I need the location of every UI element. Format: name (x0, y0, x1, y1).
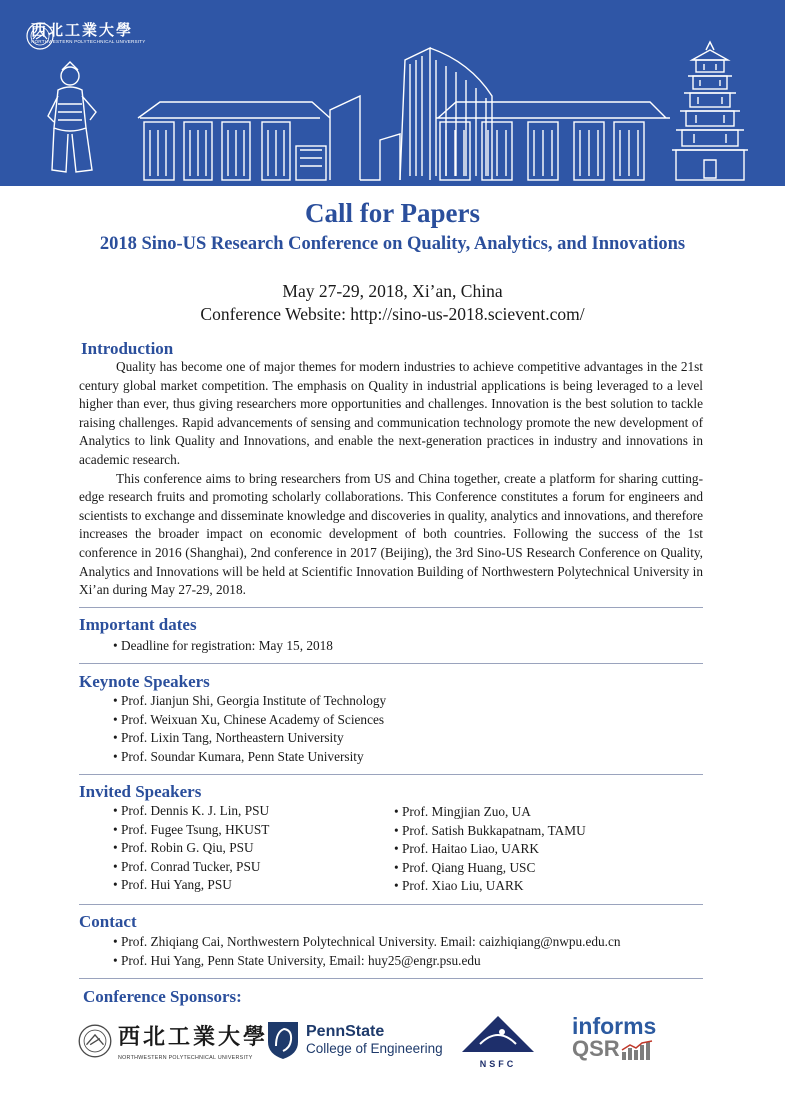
section-divider (79, 978, 703, 979)
list-item: • Prof. Satish Bukkapatnam, TAMU (394, 822, 586, 838)
nwpu-name-cn: 西北工業大學 (118, 1024, 269, 1050)
keynote-speakers-heading: Keynote Speakers (79, 672, 210, 691)
sponsor-logos (0, 1010, 785, 1090)
sponsors-heading: Conference Sponsors: (83, 987, 242, 1006)
important-dates-heading: Important dates (79, 615, 197, 634)
introduction-body (79, 358, 703, 600)
list-item: • Prof. Mingjian Zuo, UA (394, 804, 531, 819)
keynote-speakers-list (113, 692, 386, 766)
nittany-lion-shield-icon (266, 1020, 300, 1060)
invited-speakers-list-right (394, 803, 586, 896)
university-name-en: NORTHWESTERN POLYTECHNICAL UNIVERSITY (31, 39, 146, 44)
page-title: Call for Papers (305, 198, 480, 228)
list-item: • Prof. Soundar Kumara, Penn State University (113, 748, 364, 764)
informs-label: informs (572, 1013, 657, 1039)
qsr-label: QSR (572, 1036, 620, 1061)
introduction-heading: Introduction (81, 339, 174, 358)
informs-qsr-logo (572, 1014, 656, 1060)
pennstate-logo (266, 1020, 443, 1060)
bar-chart-icon (620, 1040, 654, 1060)
contact-list (113, 933, 621, 970)
nwpu-name-en: NORTHWESTERN POLYTECHNICAL UNIVERSITY (118, 1055, 253, 1061)
university-seal-icon (78, 1024, 112, 1058)
conference-date-location: May 27-29, 2018, Xi’an, China (282, 281, 503, 301)
list-item: • Prof. Robin G. Qiu, PSU (113, 840, 254, 856)
nwpu-logo (78, 1020, 268, 1061)
list-item: • Prof. Jianjun Shi, Georgia Institute of Technology (113, 693, 387, 708)
university-name-cn: 西北工業大學 (31, 21, 134, 39)
pennstate-college: College of Engineering (306, 1041, 443, 1056)
pagoda-drawing (672, 42, 748, 180)
section-divider (79, 607, 703, 608)
section-divider (79, 774, 703, 775)
list-item: • Prof. Xiao Liu, UARK (394, 878, 524, 894)
introduction-paragraph: Quality has become one of major themes for modern industries to achieve competitive advantages in the 21st century global market competition. The emphasis on Quality in industrial applications is being leveraged to a level higher than ever, thus giving researchers more opportunities and challenges. Innovation is the best solution to tackle raising challenges. Rapid advancements of sensing and communication technology promote the new development of Analytics to link Quality and Innovations, and enable the next-generation practices in industry and innovations in academic research. (79, 359, 703, 467)
list-item: • Deadline for registration: May 15, 2018 (113, 638, 333, 653)
university-seal-icon (26, 22, 54, 50)
nsfc-emblem-icon (458, 1014, 538, 1054)
important-dates-list (113, 637, 333, 656)
invited-speakers-heading: Invited Speakers (79, 782, 202, 801)
list-item: • Prof. Dennis K. J. Lin, PSU (113, 803, 270, 818)
section-divider (79, 904, 703, 905)
list-item: • Prof. Weixuan Xu, Chinese Academy of Sciences (113, 711, 385, 727)
list-item: • Prof. Fugee Tsung, HKUST (113, 821, 270, 837)
gate-structure-drawing (138, 48, 670, 180)
list-item: • Prof. Conrad Tucker, PSU (113, 858, 261, 874)
list-item: • Prof. Lixin Tang, Northeastern University (113, 730, 344, 746)
list-item: • Prof. Haitao Liao, UARK (394, 841, 539, 857)
list-item: • Prof. Qiang Huang, USC (394, 859, 536, 875)
list-item: • Prof. Zhiqiang Cai, Northwestern Polytechnical University. Email: caizhiqiang@nwpu.edu.cn (113, 934, 621, 949)
university-logo (26, 22, 146, 45)
introduction-paragraph: This conference aims to bring researchers from US and China together, create a platform for sharing cutting-edge research fruits and promoting scholarly collaborations. This Conference constitutes a forum for engineers and scientists to exchange and disseminate knowledge and discoveries in quality, analytics and innovations, and therefore increases the broader impact on economic development of both countries. Following the success of the 1st conference in 2016 (Shanghai), 2nd conference in 2017 (Beijing), the 3rd Sino-US Research Conference on Quality, Analytics and Innovations will be held at Scientific Innovation Building of Northwestern Polytechnical University in Xi’an during May 27-29, 2018. (79, 470, 703, 598)
section-divider (79, 663, 703, 664)
nsfc-label: NSFC (479, 1059, 517, 1069)
conference-name: 2018 Sino-US Research Conference on Quality, Analytics, and Innovations (99, 234, 686, 254)
contact-heading: Contact (79, 912, 137, 931)
header-banner (0, 0, 785, 186)
terracotta-warrior-drawing (48, 62, 96, 172)
conference-website: Conference Website: http://sino-us-2018.scievent.com/ (200, 304, 585, 324)
list-item: • Prof. Hui Yang, PSU (113, 877, 232, 893)
nsfc-logo (458, 1014, 538, 1069)
list-item: • Prof. Hui Yang, Penn State University, Email: huy25@engr.psu.edu (113, 952, 481, 968)
invited-speakers-list-left (113, 802, 269, 895)
pennstate-name: PennState (306, 1023, 385, 1040)
